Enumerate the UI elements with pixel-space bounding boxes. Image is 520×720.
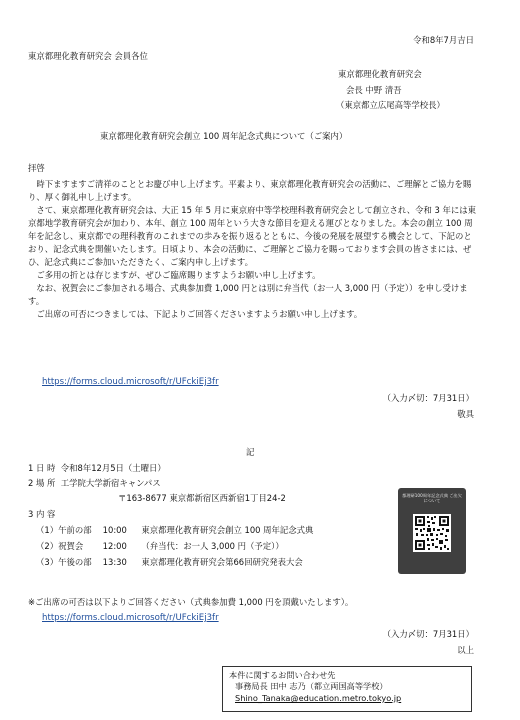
contact-heading: 本件に関するお問い合わせ先 — [229, 670, 336, 680]
program-item-time: 13:30 — [102, 557, 127, 567]
sender-affiliation: （東京都立広尾高等学校長） — [336, 100, 445, 110]
body-paragraph-4: なお、祝賀会にご参加される場合、式典参加費 1,000 円とは別に弁当代（お一人 3,000 円（予定））を申し受けます。 — [28, 283, 468, 307]
detail-place — [28, 477, 161, 490]
program-item-desc: 東京都理化教育研究会創立 100 周年記念式典 — [141, 525, 314, 535]
form-link[interactable]: https://forms.cloud.microsoft/r/UFckiEj3fr — [42, 377, 219, 387]
detail-date — [28, 462, 166, 475]
program-item-no: （3）午後の部 — [36, 557, 92, 567]
body-text — [28, 178, 480, 321]
program-item-desc: （弁当代：お一人 3,000 円（予定）） — [141, 541, 284, 551]
program-item-no: （1）午前の部 — [36, 525, 92, 535]
recipient: 東京都理化教育研究会 会員各位 — [28, 51, 148, 61]
program-item — [36, 556, 303, 569]
body-paragraph-2: さて、東京都理化教育研究会は、大正 15 年 5 月に東京府中等学校理科教育研究会として創立され、令和 3 年には東京都地学教育研究会が加わり、本年、創立 100 周年という大きな節目を迎える運びとなりました。本会の創立 100 周年を記念し、東京都での理科教育のこれまでの歩みを振り返るとともに、今後の発展を展望する機会として、下記のとおり、記念式典を開催いたします。日頃より、本会の活動に、ご理解とご協力を賜っております会員の皆さまには、ぜひ、記念式典にご参加いただきたく、ご案内申し上げます。 — [28, 205, 477, 268]
detail-place-label: 2 場 所 — [28, 478, 56, 488]
program-item-no: （2）祝賀会 — [36, 541, 84, 551]
program-item — [36, 540, 284, 553]
ki-heading: 記 — [246, 447, 255, 457]
document-title: 東京都理化教育研究会創立 100 周年記念式典について（ご案内） — [100, 131, 348, 141]
qr-code-icon[interactable] — [413, 514, 451, 552]
body-paragraph-1: 時下ますますご清祥のこととお慶び申し上げます。平素より、東京都理化教育研究会の活動に、ご理解とご協力を賜り、厚く御礼申し上げます。 — [28, 179, 472, 203]
body-paragraph-3: ご多用の折とは存じますが、ぜひご臨席賜りますようお願い申し上げます。 — [36, 270, 321, 281]
closing-ijou: 以上 — [457, 645, 474, 655]
program-item-time: 12:00 — [102, 541, 127, 551]
program-item-time: 10:00 — [102, 525, 127, 535]
letter-date: 令和8年7月吉日 — [413, 35, 474, 45]
qr-card — [398, 488, 466, 574]
qr-code-graphic — [413, 514, 451, 552]
contact-person: 事務局長 田中 志乃（都立両国高等学校） — [235, 681, 388, 692]
attendance-note: ※ご出席の可否は以下よりご回答ください（式典参加費 1,000 円を頂戴いたします）。 — [28, 597, 354, 607]
body-paragraph-5: ご出席の可否につきましては、下記よりご回答くださいますようお願い申し上げます。 — [36, 309, 363, 320]
qr-caption: 都理研100周年記念式典 ご出欠について — [402, 493, 462, 504]
sender-org: 東京都理化教育研究会 — [338, 69, 422, 79]
detail-address: 〒163-8677 東京都新宿区西新宿1丁目24-2 — [118, 493, 286, 503]
detail-date-label: 1 日 時 — [28, 463, 56, 473]
detail-content-label: 3 内 容 — [28, 509, 56, 519]
closing-keigu: 敬具 — [457, 409, 474, 419]
program-item-desc: 東京都理化教育研究会第66回研究発表大会 — [141, 557, 303, 567]
form-link-2[interactable]: https://forms.cloud.microsoft/r/UFckiEj3fr — [42, 613, 219, 623]
deadline: （入力〆切：7月31日） — [382, 393, 474, 403]
contact-email[interactable]: Shino_Tanaka@education.metro.tokyo.jp — [235, 692, 402, 703]
contact-box — [222, 666, 472, 712]
sender-name: 会長 中野 清吾 — [346, 85, 402, 95]
detail-place-value: 工学院大学新宿キャンパス — [60, 478, 161, 488]
greeting: 拝啓 — [28, 163, 45, 173]
detail-date-value: 令和8年12月5日（土曜日） — [60, 463, 166, 473]
program-item — [36, 524, 313, 537]
deadline-2: （入力〆切：7月31日） — [382, 629, 474, 639]
